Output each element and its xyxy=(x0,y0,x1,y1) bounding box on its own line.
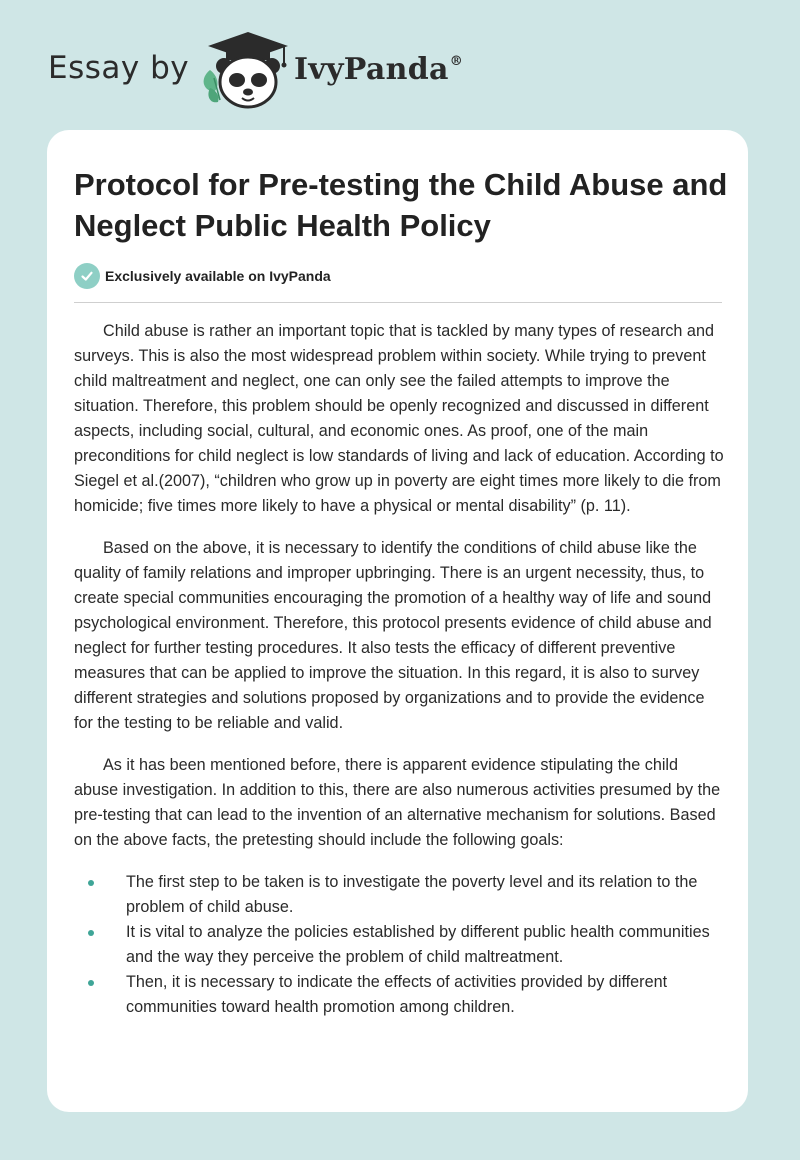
paragraph: Based on the above, it is necessary to identify the conditions of child abuse like the quality of family relations and improper upbringing. There is an urgent necessity, thus, to create special communities encouraging the promotion of a healthy way of life and sound psychological environment. Therefore, this protocol presents evidence of child abuse and neglect for further testing procedures. It also tests the efficacy of different preventive measures that can be applied to improve the situation. In this regard, it is also to survey different strategies and solutions proposed by organizations and to provide the evidence for the testing to be reliable and valid. xyxy=(74,539,712,732)
paragraph: As it has been mentioned before, there is apparent evidence stipulating the child abuse investigation. In addition to this, there are also numerous activities presumed by the pre-testing that can lead to the invention of an alternative mechanism for solutions. Based on the above facts, the pretesting should include the following goals: xyxy=(74,756,721,849)
essay-card xyxy=(47,130,748,1112)
bullet-dot-icon xyxy=(88,930,94,936)
registered-mark: ® xyxy=(449,54,464,69)
panda-graduate-icon xyxy=(198,30,298,110)
goals-list xyxy=(74,870,724,1020)
exclusive-label: Exclusively available on IvyPanda xyxy=(105,268,331,284)
ivy-leaf-icon xyxy=(204,70,220,102)
bullet-dot-icon xyxy=(88,980,94,986)
essay-body xyxy=(74,319,724,1020)
list-item-text: Then, it is necessary to indicate the effects of activities provided by different communities toward health promotion among children. xyxy=(126,973,668,1016)
list-item xyxy=(74,920,724,970)
bullet-dot-icon xyxy=(88,880,94,886)
list-item xyxy=(74,870,724,920)
check-icon xyxy=(74,263,100,289)
exclusive-badge xyxy=(74,263,331,289)
page-title: Protocol for Pre-testing the Child Abuse and Neglect Public Health Policy xyxy=(74,167,728,243)
paragraph: Child abuse is rather an important topic that is tackled by many types of research and surveys. This is also the most widespread problem within society. While trying to prevent child maltreatment and neglect, one can only see the failed attempts to improve the situation. Therefore, this problem should be openly recognized and discussed in different aspects, including social, cultural, and economic ones. As proof, one of the main preconditions for child neglect is low standards of living and lack of education. According to Siegel et al.(2007), “children who grow up in poverty are eight times more likely to die from homicide; five times more likely to have a physical or mental disability” (p. 11). xyxy=(74,322,724,515)
essay-by-label: Essay by xyxy=(48,50,190,86)
brand-name[interactable]: IvyPanda® xyxy=(294,52,464,87)
list-item-text: It is vital to analyze the policies established by different public health communities and the way they perceive the problem of child maltreatment. xyxy=(126,923,710,966)
site-header xyxy=(48,30,508,110)
list-item-text: The first step to be taken is to investigate the poverty level and its relation to the problem of child abuse. xyxy=(126,873,698,916)
divider xyxy=(74,302,722,303)
list-item xyxy=(74,970,724,1020)
